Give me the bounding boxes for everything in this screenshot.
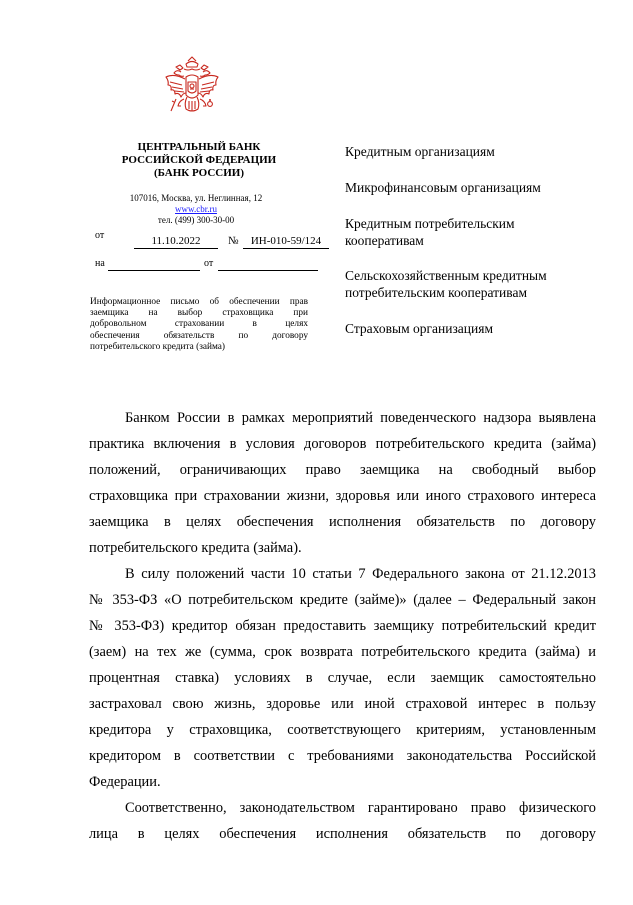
body-line: заемщика в целях обеспечения исполнения обязательств по договору bbox=[89, 514, 596, 530]
addressee-item bbox=[345, 179, 541, 196]
body-paragraph bbox=[89, 795, 596, 847]
addressee-line: кооперативам bbox=[345, 233, 424, 248]
body-line: положений, ограничивающих право заемщика на свободный выбор bbox=[89, 462, 596, 478]
bank-phone: тел. (499) 300-30-00 bbox=[157, 215, 235, 225]
subject-line: Информационное письмо об обеспечении прав bbox=[90, 297, 308, 307]
body-line: лица в целях обеспечения исполнения обязательств по договору bbox=[89, 826, 596, 842]
body-line: Соответственно, законодательством гарантировано право физического bbox=[125, 800, 596, 816]
bank-name-line: РОССИЙСКОЙ ФЕДЕРАЦИИ bbox=[121, 154, 277, 166]
addressee-item bbox=[345, 143, 495, 160]
addressee-line: Кредитным потребительским bbox=[345, 216, 515, 231]
subject-line: обеспечения обязательств по договору bbox=[90, 330, 308, 341]
subject-line: добровольном страховании в целях bbox=[90, 319, 308, 330]
reply-to-number-line bbox=[108, 270, 200, 271]
bank-contacts bbox=[110, 193, 282, 226]
russian-coat-of-arms-icon bbox=[162, 55, 222, 121]
body-line: Федерации. bbox=[89, 774, 161, 790]
body-line: застраховал свою жизнь, здоровье или иной страховой интерес в пользу bbox=[89, 696, 596, 712]
body-line: кредитором в соответствии с требованиями законодательства Российской bbox=[89, 748, 596, 764]
addressee-line: Микрофинансовым организациям bbox=[345, 180, 541, 195]
body-line: страховщика при страховании жизни, здоровья или иного страхового интереса bbox=[89, 488, 596, 504]
letter-date: 11.10.2022 bbox=[134, 234, 218, 249]
reply-date-line bbox=[218, 270, 318, 271]
subject-line: заемщика на выбор страховщика при bbox=[90, 308, 308, 319]
addressee-line: Сельскохозяйственным кредитным bbox=[345, 268, 547, 283]
bank-address: 107016, Москва, ул. Неглинная, 12 bbox=[129, 193, 263, 203]
reply-to-label: на bbox=[95, 258, 105, 269]
reply-date-label: от bbox=[204, 258, 214, 269]
body-line: № 353-ФЗ «О потребительском кредите (займе)» (далее – Федеральный закон bbox=[89, 592, 596, 608]
body-paragraph bbox=[89, 405, 596, 561]
date-label: от bbox=[95, 230, 105, 241]
addressee-line: потребительским кооперативам bbox=[345, 285, 528, 300]
body-line: Банком России в рамках мероприятий поведенческого надзора выявлена bbox=[125, 410, 596, 426]
bank-name-line: (БАНК РОССИИ) bbox=[153, 167, 245, 179]
addressee-item bbox=[345, 215, 515, 249]
letter-subject bbox=[90, 297, 308, 353]
subject-line: потребительского кредита (займа) bbox=[90, 341, 226, 352]
body-line: кредитора у страховщика, соответствующего критериям, установленным bbox=[89, 722, 596, 738]
letter-number: ИН-010-59/124 bbox=[243, 234, 329, 249]
addressee-item bbox=[345, 267, 547, 301]
bank-name-line: ЦЕНТРАЛЬНЫЙ БАНК bbox=[137, 141, 261, 153]
body-line: (заем) на тех же (сумма, срок возврата потребительского кредита (займа) и bbox=[89, 644, 596, 660]
body-line: потребительского кредита (займа). bbox=[89, 540, 302, 556]
addressee-line: Кредитным организациям bbox=[345, 144, 495, 159]
body-line: В силу положений части 10 статьи 7 Федерального закона от 21.12.2013 bbox=[125, 566, 596, 582]
body-paragraph bbox=[89, 561, 596, 795]
body-line: практика включения в условия договоров потребительского кредита (займа) bbox=[89, 436, 596, 452]
addressee-item bbox=[345, 320, 493, 337]
number-label: № bbox=[228, 235, 239, 247]
addressee-line: Страховым организациям bbox=[345, 321, 493, 336]
bank-name bbox=[100, 141, 298, 180]
body-line: процентная ставка) условиях в случае, если заемщик самостоятельно bbox=[89, 670, 596, 686]
body-line: № 353-ФЗ) кредитор обязан предоставить заемщику потребительский кредит bbox=[89, 618, 596, 634]
letter-body bbox=[89, 405, 596, 847]
bank-website-link[interactable]: www.cbr.ru bbox=[175, 204, 217, 214]
